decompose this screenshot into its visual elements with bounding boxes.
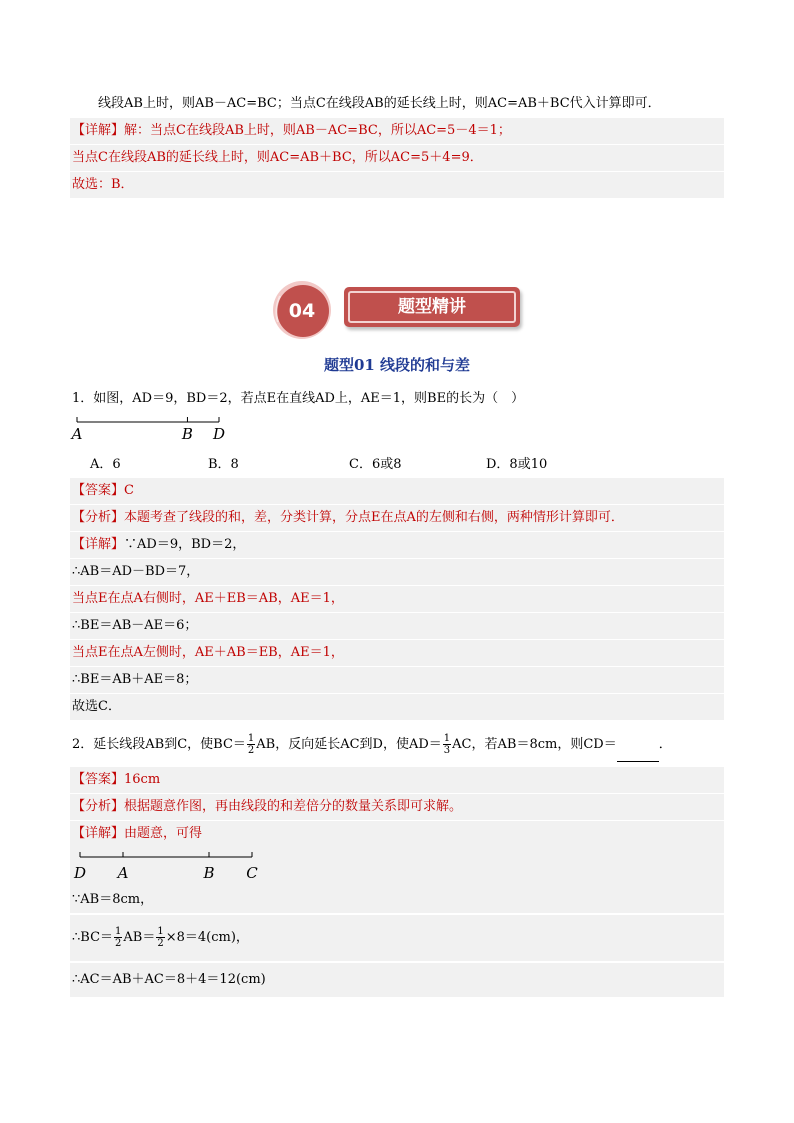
point-label-B: B bbox=[203, 864, 215, 882]
badge-number: 04 bbox=[288, 300, 316, 322]
detail-tag: 【详解】 bbox=[72, 123, 125, 138]
q2-step-1: ∵AB＝8cm， bbox=[70, 887, 724, 913]
q1-choice-b: B．8 bbox=[208, 457, 239, 472]
answer-blank bbox=[617, 747, 659, 762]
q2-frac-2: $\frac{1}{3}$ bbox=[443, 733, 451, 756]
top-line-1: 线段AB上时，则AB－AC=BC；当点C在线段AB的延长线上时，则AC=AB＋BC代入计算即可． bbox=[98, 96, 661, 111]
q1-choice-d: D．8或10 bbox=[486, 457, 548, 472]
q1-choice-a: A．6 bbox=[90, 457, 121, 472]
top-detail-1: 【详解】解：当点C在线段AB上时，则AB－AC=BC，所以AC=5－4＝1； bbox=[70, 118, 724, 144]
q1-step-7: 故选C． bbox=[70, 694, 724, 720]
q1-step-5: 当点E在点A左侧时，AE＋AB＝EB，AE＝1， bbox=[70, 640, 724, 666]
q2-detail: 【详解】由题意，可得 bbox=[70, 821, 724, 847]
point-label-C: C bbox=[246, 864, 258, 882]
q2-analysis: 【分析】根据题意作图，再由线段的和差倍分的数量关系即可求解。 bbox=[70, 794, 724, 820]
q1-answer: 【答案】C bbox=[70, 478, 724, 504]
q2-frac-1: $\frac{1}{2}$ bbox=[247, 733, 255, 756]
point-label-D: D bbox=[73, 864, 87, 882]
point-label-D: D bbox=[212, 425, 226, 443]
badge-bar bbox=[344, 287, 520, 327]
top-detail-2: 当点C在线段AB的延长线上时，则AC=AB＋BC，所以AC=5＋4=9． bbox=[70, 145, 724, 171]
section-title: 题型01 线段的和与差 bbox=[323, 356, 471, 374]
q2-stem: 2．延长线段AB到C，使BC＝ $\frac{1}{2}$ AB，反向延长AC到D，使AD＝ $\frac{1}{3}$ AC，若AB＝8cm，则CD＝ ． bbox=[70, 728, 724, 762]
q2-step-2: ∴BC＝ $\frac{1}{2}$ AB＝ $\frac{1}{2}$ ×8＝4(cm)， bbox=[70, 915, 724, 961]
q2-figure bbox=[70, 847, 270, 887]
q1-choice-c: C．6或8 bbox=[349, 457, 402, 472]
q1-step-4: ∴BE＝AB－AE＝6； bbox=[70, 613, 724, 639]
q1-figure bbox=[70, 412, 250, 444]
q1-stem: 1．如图，AD＝9，BD＝2，若点E在直线AD上，AE＝1，则BE的长为（ ） bbox=[72, 391, 525, 406]
q1-step-2: ∴AB＝AD－BD＝7， bbox=[70, 559, 724, 585]
q2-step-3: ∴AC＝AB＋AC＝8＋4＝12(cm) bbox=[70, 963, 724, 997]
q1-analysis: 【分析】本题考查了线段的和，差，分类计算，分点E在点A的左侧和右侧，两种情形计算即可． bbox=[70, 505, 724, 531]
badge-title: 题型精讲 bbox=[398, 297, 466, 317]
q1-step-6: ∴BE＝AB＋AE＝8； bbox=[70, 667, 724, 693]
section-badge bbox=[272, 280, 524, 336]
point-label-B: B bbox=[181, 425, 193, 443]
top-pick: 故选：B． bbox=[70, 172, 724, 198]
point-label-A: A bbox=[117, 864, 129, 882]
q2-figure-band bbox=[70, 847, 724, 887]
q1-step-1: 【详解】∵AD＝9，BD＝2， bbox=[70, 532, 724, 558]
q1-step-3: 当点E在点A右侧时，AE＋EB＝AB，AE＝1， bbox=[70, 586, 724, 612]
point-label-A: A bbox=[71, 425, 83, 443]
q2-answer: 【答案】16cm bbox=[70, 767, 724, 793]
